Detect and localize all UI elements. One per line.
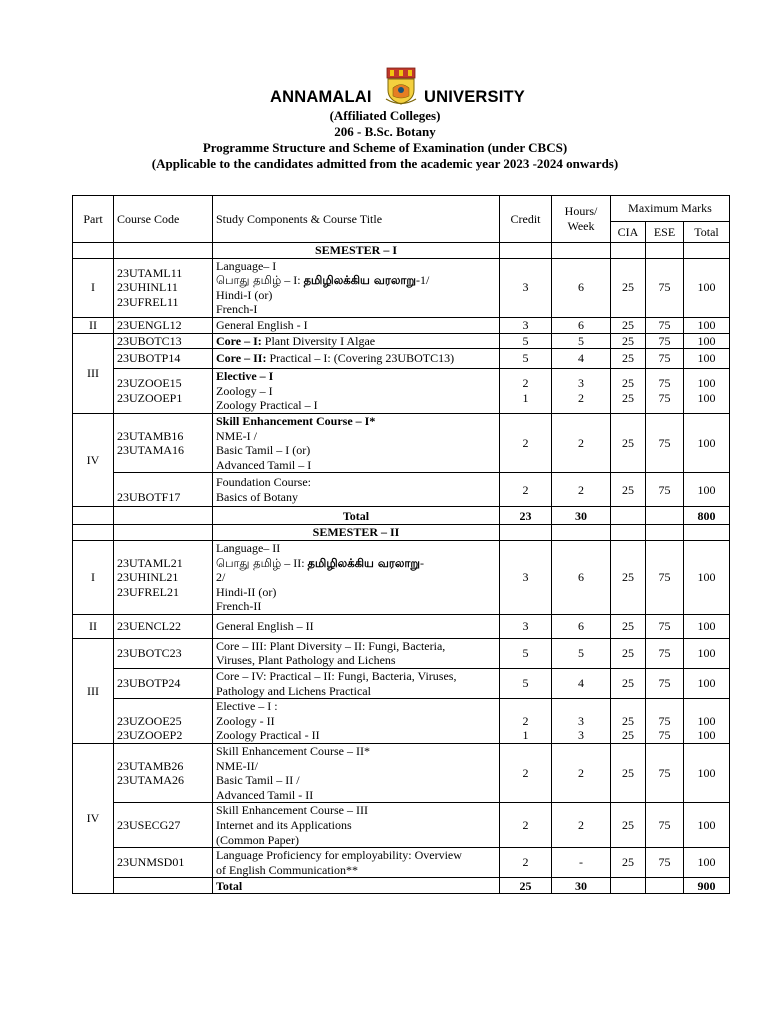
total-cell: 100: [684, 317, 730, 333]
hours-cell: 4: [552, 669, 611, 699]
course-code-cell: 23UBOTC23: [114, 638, 213, 668]
course-code-cell: 23UZOOE15 23UZOOEP1: [114, 369, 213, 414]
document-header: [0, 62, 770, 172]
table-row: [73, 258, 730, 317]
hours-cell: 4: [552, 349, 611, 369]
part-cell: I: [73, 540, 114, 614]
course-code-cell: 23UTAML21 23UHINL21 23UFREL21: [114, 540, 213, 614]
university-crest-icon: [384, 66, 418, 106]
credit-cell: 3: [500, 540, 552, 614]
total-cell: 100: [684, 473, 730, 507]
ese-cell: 75: [646, 258, 684, 317]
course-title-cell: Core – III: Plant Diversity – II: Fungi, Bacteria, Viruses, Plant Pathology and Lichens: [213, 638, 500, 668]
semester-1-row: [73, 243, 730, 259]
table-row: [73, 333, 730, 349]
hours-cell: 6: [552, 540, 611, 614]
credit-cell: 2: [500, 848, 552, 878]
header-row: [73, 196, 730, 222]
programme-structure-table: [72, 195, 730, 894]
part-cell: I: [73, 258, 114, 317]
credit-cell: 2: [500, 744, 552, 803]
hours-cell: 6: [552, 317, 611, 333]
total-cell: 100: [684, 258, 730, 317]
table-row: [73, 369, 730, 414]
hours-cell: 2: [552, 803, 611, 848]
cia-cell: 25: [611, 614, 646, 638]
ese-cell: 75 75: [646, 699, 684, 744]
part-cell: IV: [73, 744, 114, 894]
ese-cell: 75: [646, 413, 684, 472]
total-cell: 100: [684, 638, 730, 668]
part-cell: II: [73, 317, 114, 333]
part-cell: III: [73, 638, 114, 743]
credit-cell: 5: [500, 333, 552, 349]
table-row: [73, 473, 730, 507]
hours-cell: 2: [552, 744, 611, 803]
course-title-cell: General English - I: [213, 317, 500, 333]
table-row: [73, 699, 730, 744]
col-header-total: Total: [684, 222, 730, 243]
semester-2-total-row: [73, 878, 730, 894]
total-cell: 100: [684, 669, 730, 699]
course-code-cell: 23UBOTC13: [114, 333, 213, 349]
credit-cell: 5: [500, 638, 552, 668]
col-header-part: Part: [73, 196, 114, 243]
col-header-cia: CIA: [611, 222, 646, 243]
table-row: [73, 744, 730, 803]
applicable-line: (Applicable to the candidates admitted from the academic year 2023 -2024 onwards): [151, 156, 619, 171]
col-header-credit: Credit: [500, 196, 552, 243]
ese-cell: 75: [646, 349, 684, 369]
course-code-cell: 23USECG27: [114, 803, 213, 848]
hours-cell: 3 3: [552, 699, 611, 744]
col-header-hours: Hours/ Week: [552, 196, 611, 243]
cia-cell: 25: [611, 333, 646, 349]
course-code-cell: 23UTAMB26 23UTAMA26: [114, 744, 213, 803]
affiliation-line: (Affiliated Colleges): [329, 108, 441, 123]
credit-cell: 3: [500, 317, 552, 333]
col-header-max-marks: Maximum Marks: [611, 196, 730, 222]
hours-cell: 5: [552, 333, 611, 349]
total-cell: 100: [684, 803, 730, 848]
total-marks: 800: [684, 507, 730, 525]
part-cell: II: [73, 614, 114, 638]
table-row: [73, 638, 730, 668]
university-title-row: [0, 62, 770, 108]
table-row: [73, 349, 730, 369]
total-cell: 100: [684, 848, 730, 878]
total-hours: 30: [552, 507, 611, 525]
credit-cell: 2: [500, 473, 552, 507]
course-code-cell: 23UTAMB16 23UTAMA16: [114, 413, 213, 472]
credit-cell: 2: [500, 803, 552, 848]
ese-cell: 75: [646, 669, 684, 699]
table-row: [73, 317, 730, 333]
course-title-cell: Skill Enhancement Course – I* NME-I / Basic Tamil – I (or) Advanced Tamil – I: [213, 413, 500, 472]
ese-cell: 75: [646, 614, 684, 638]
credit-cell: 3: [500, 614, 552, 638]
course-code-cell: 23UENGL12: [114, 317, 213, 333]
col-header-study: Study Components & Course Title: [213, 196, 500, 243]
course-code-cell: 23UENCL22: [114, 614, 213, 638]
table-row: [73, 669, 730, 699]
course-title-cell: Elective – I : Zoology - II Zoology Practical - II: [213, 699, 500, 744]
hours-cell: 6: [552, 614, 611, 638]
course-title-cell: Elective – I Zoology – I Zoology Practical – I: [213, 369, 500, 414]
cia-cell: 25: [611, 540, 646, 614]
course-title-cell: General English – II: [213, 614, 500, 638]
total-cell: 100: [684, 349, 730, 369]
course-title-cell: Skill Enhancement Course – II* NME-II/ Basic Tamil – II / Advanced Tamil - II: [213, 744, 500, 803]
table-row: [73, 540, 730, 614]
ese-cell: 75: [646, 540, 684, 614]
course-code-cell: 23UBOTF17: [114, 473, 213, 507]
hours-cell: 2: [552, 413, 611, 472]
col-header-ese: ESE: [646, 222, 684, 243]
course-title-cell: Foundation Course: Basics of Botany: [213, 473, 500, 507]
scheme-line: Programme Structure and Scheme of Examination (under CBCS): [202, 140, 568, 155]
course-code-cell: 23UBOTP24: [114, 669, 213, 699]
table-row: [73, 614, 730, 638]
course-code-cell: 23UNMSD01: [114, 848, 213, 878]
semester-1-title: SEMESTER – I: [213, 243, 500, 259]
cia-cell: 25: [611, 349, 646, 369]
programme-line: 206 - B.Sc. Botany: [334, 124, 436, 139]
course-title-cell: Language Proficiency for employability: Overview of English Communication**: [213, 848, 500, 878]
university-name-right: UNIVERSITY: [424, 88, 526, 106]
credit-cell: 2 1: [500, 699, 552, 744]
course-title-cell: Skill Enhancement Course – III Internet and its Applications (Common Paper): [213, 803, 500, 848]
cia-cell: 25 25: [611, 699, 646, 744]
course-code-cell: 23UBOTP14: [114, 349, 213, 369]
ese-cell: 75: [646, 333, 684, 349]
ese-cell: 75: [646, 638, 684, 668]
hours-cell: 5: [552, 638, 611, 668]
course-title-cell: Language– I பொது தமிழ் – I: தமிழிலக்கிய வரலாறு-1/ Hindi-I (or) French-I: [213, 258, 500, 317]
course-title-cell: Core – II: Practical – I: (Covering 23UBOTC13): [213, 349, 500, 369]
credit-cell: 2 1: [500, 369, 552, 414]
total-cell: 100 100: [684, 699, 730, 744]
ese-cell: 75: [646, 803, 684, 848]
total-cell: 100: [684, 413, 730, 472]
semester-2-row: [73, 525, 730, 541]
total-cell: 100 100: [684, 369, 730, 414]
cia-cell: 25: [611, 473, 646, 507]
total-marks: 900: [684, 878, 730, 894]
total-cell: 100: [684, 333, 730, 349]
total-label: Total: [213, 878, 500, 894]
ese-cell: 75: [646, 744, 684, 803]
part-cell: III: [73, 333, 114, 413]
total-cell: 100: [684, 614, 730, 638]
hours-cell: 6: [552, 258, 611, 317]
table-row: [73, 803, 730, 848]
hours-cell: -: [552, 848, 611, 878]
cia-cell: 25: [611, 317, 646, 333]
cia-cell: 25: [611, 803, 646, 848]
cia-cell: 25: [611, 258, 646, 317]
credit-cell: 5: [500, 669, 552, 699]
credit-cell: 5: [500, 349, 552, 369]
hours-cell: 2: [552, 473, 611, 507]
total-label: Total: [213, 507, 500, 525]
course-title-cell: Core – IV: Practical – II: Fungi, Bacteria, Viruses, Pathology and Lichens Practical: [213, 669, 500, 699]
table-row: [73, 848, 730, 878]
ese-cell: 75: [646, 317, 684, 333]
cia-cell: 25: [611, 669, 646, 699]
total-cell: 100: [684, 540, 730, 614]
total-credit: 23: [500, 507, 552, 525]
semester-1-total-row: [73, 507, 730, 525]
total-credit: 25: [500, 878, 552, 894]
part-cell: IV: [73, 413, 114, 506]
credit-cell: 2: [500, 413, 552, 472]
ese-cell: 75: [646, 473, 684, 507]
col-header-course-code: Course Code: [114, 196, 213, 243]
credit-cell: 3: [500, 258, 552, 317]
cia-cell: 25: [611, 638, 646, 668]
cia-cell: 25: [611, 413, 646, 472]
course-title-cell: Language– II பொது தமிழ் – II: தமிழிலக்கிய வரலாறு- 2/ Hindi-II (or) French-II: [213, 540, 500, 614]
course-title-cell: Core – I: Plant Diversity I Algae: [213, 333, 500, 349]
total-cell: 100: [684, 744, 730, 803]
cia-cell: 25 25: [611, 369, 646, 414]
cia-cell: 25: [611, 848, 646, 878]
semester-2-title: SEMESTER – II: [213, 525, 500, 541]
cia-cell: 25: [611, 744, 646, 803]
table-row: [73, 413, 730, 472]
ese-cell: 75 75: [646, 369, 684, 414]
course-code-cell: 23UTAML11 23UHINL11 23UFREL11: [114, 258, 213, 317]
course-code-cell: 23UZOOE25 23UZOOEP2: [114, 699, 213, 744]
hours-cell: 3 2: [552, 369, 611, 414]
ese-cell: 75: [646, 848, 684, 878]
total-hours: 30: [552, 878, 611, 894]
university-name-left: ANNAMALAI: [270, 88, 372, 106]
